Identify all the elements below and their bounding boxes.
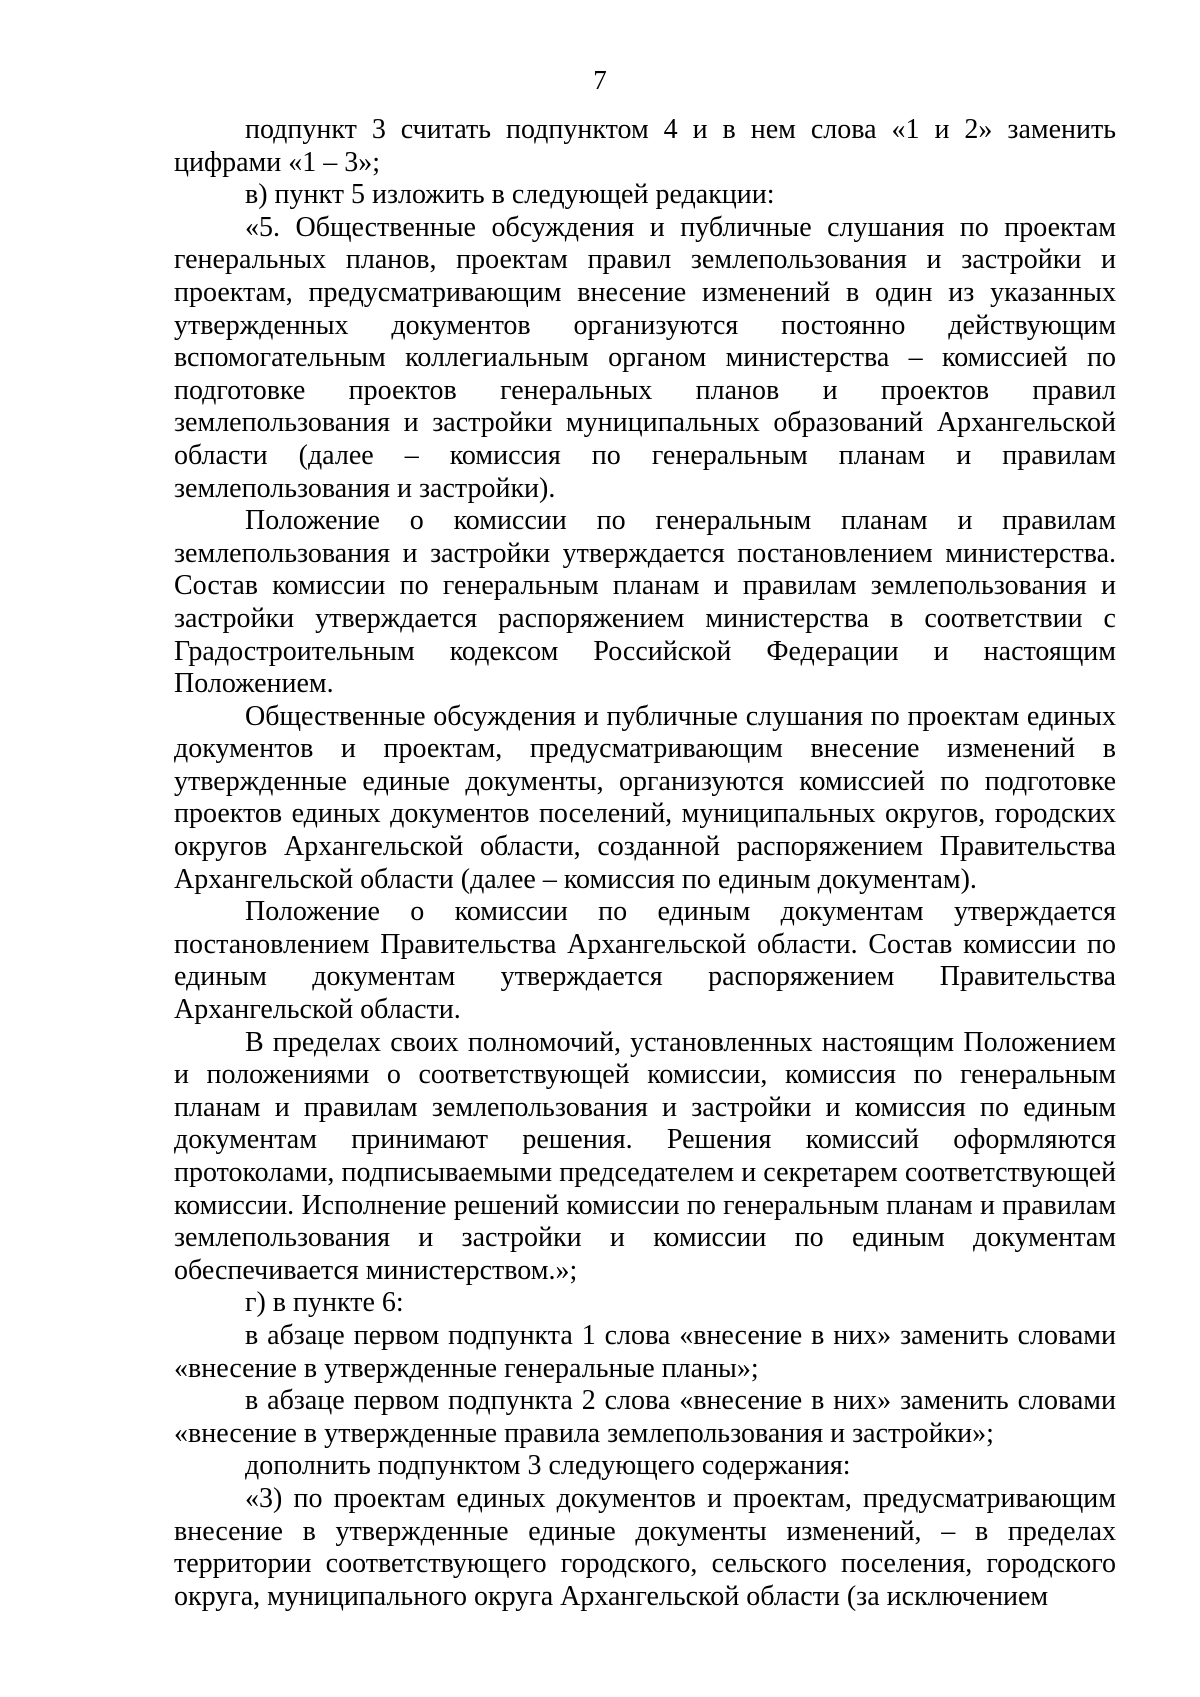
paragraph: «3) по проектам единых документов и проектам, предусматривающим внесение в утвержденные единые документы изменений, – в пределах территории соответствующего городского, сельского поселения, городского округа, муниципального округа Архангельской области (за исключением bbox=[174, 1482, 1116, 1612]
paragraph: Общественные обсуждения и публичные слушания по проектам единых документов и проектам, предусматривающим внесение изменений в утвержденные единые документы, организуются комиссией по подготовке проектов единых документов поселений, муниципальных округов, городских округов Архангельской области, созданной распоряжением Правительства Архангельской области (далее – комиссия по единым документам). bbox=[174, 700, 1116, 895]
paragraph: г) в пункте 6: bbox=[245, 1287, 404, 1319]
paragraph: в абзаце первом подпункта 1 слова «внесение в них» заменить словами «внесение в утвержденные генеральные планы»; bbox=[174, 1319, 1116, 1384]
paragraph: дополнить подпунктом 3 следующего содержания: bbox=[245, 1450, 851, 1482]
paragraph: в абзаце первом подпункта 2 слова «внесение в них» заменить словами «внесение в утвержденные правила землепользования и застройки»; bbox=[174, 1385, 1116, 1449]
document-body bbox=[174, 114, 1116, 1613]
paragraph: подпункт 3 считать подпунктом 4 и в нем слова «1 и 2» заменить цифрами «1 – 3»; bbox=[174, 114, 1116, 178]
paragraph: Положение о комиссии по единым документам утверждается постановлением Правительства Архангельской области. Состав комиссии по единым документам утверждается распоряжением Правительства Архангельской области. bbox=[174, 896, 1116, 1026]
page-number: 7 bbox=[593, 65, 607, 95]
paragraph: Положение о комиссии по генеральным планам и правилам землепользования и застройки утверждается постановлением министерства. Состав комиссии по генеральным планам и правилам землепользования и застройки утверждается распоряжением министерства в соответствии с Градостроительным кодексом Российской Федерации и настоящим Положением. bbox=[174, 505, 1116, 700]
paragraph: в) пункт 5 изложить в следующей редакции: bbox=[245, 179, 775, 211]
paragraph: «5. Общественные обсуждения и публичные слушания по проектам генеральных планов, проектам правил землепользования и застройки и проектам, предусматривающим внесение изменений в один из указанных утвержденных документов организуются постоянно действующим вспомогательным коллегиальным органом министерства – комиссией по подготовке проектов генеральных планов и проектов правил землепользования и застройки муниципальных образований Архангельской области (далее – комиссия по генеральным планам и правилам землепользования и застройки). bbox=[174, 211, 1116, 504]
paragraph: В пределах своих полномочий, установленных настоящим Положением и положениями о соответствующей комиссии, комиссия по генеральным планам и правилам землепользования и застройки и комиссия по единым документам принимают решения. Решения комиссий оформляются протоколами, подписываемыми председателем и секретарем соответствующей комиссии. Исполнение решений комиссии по генеральным планам и правилам землепользования и застройки и комиссии по единым документам обеспечивается министерством.»; bbox=[174, 1026, 1116, 1286]
